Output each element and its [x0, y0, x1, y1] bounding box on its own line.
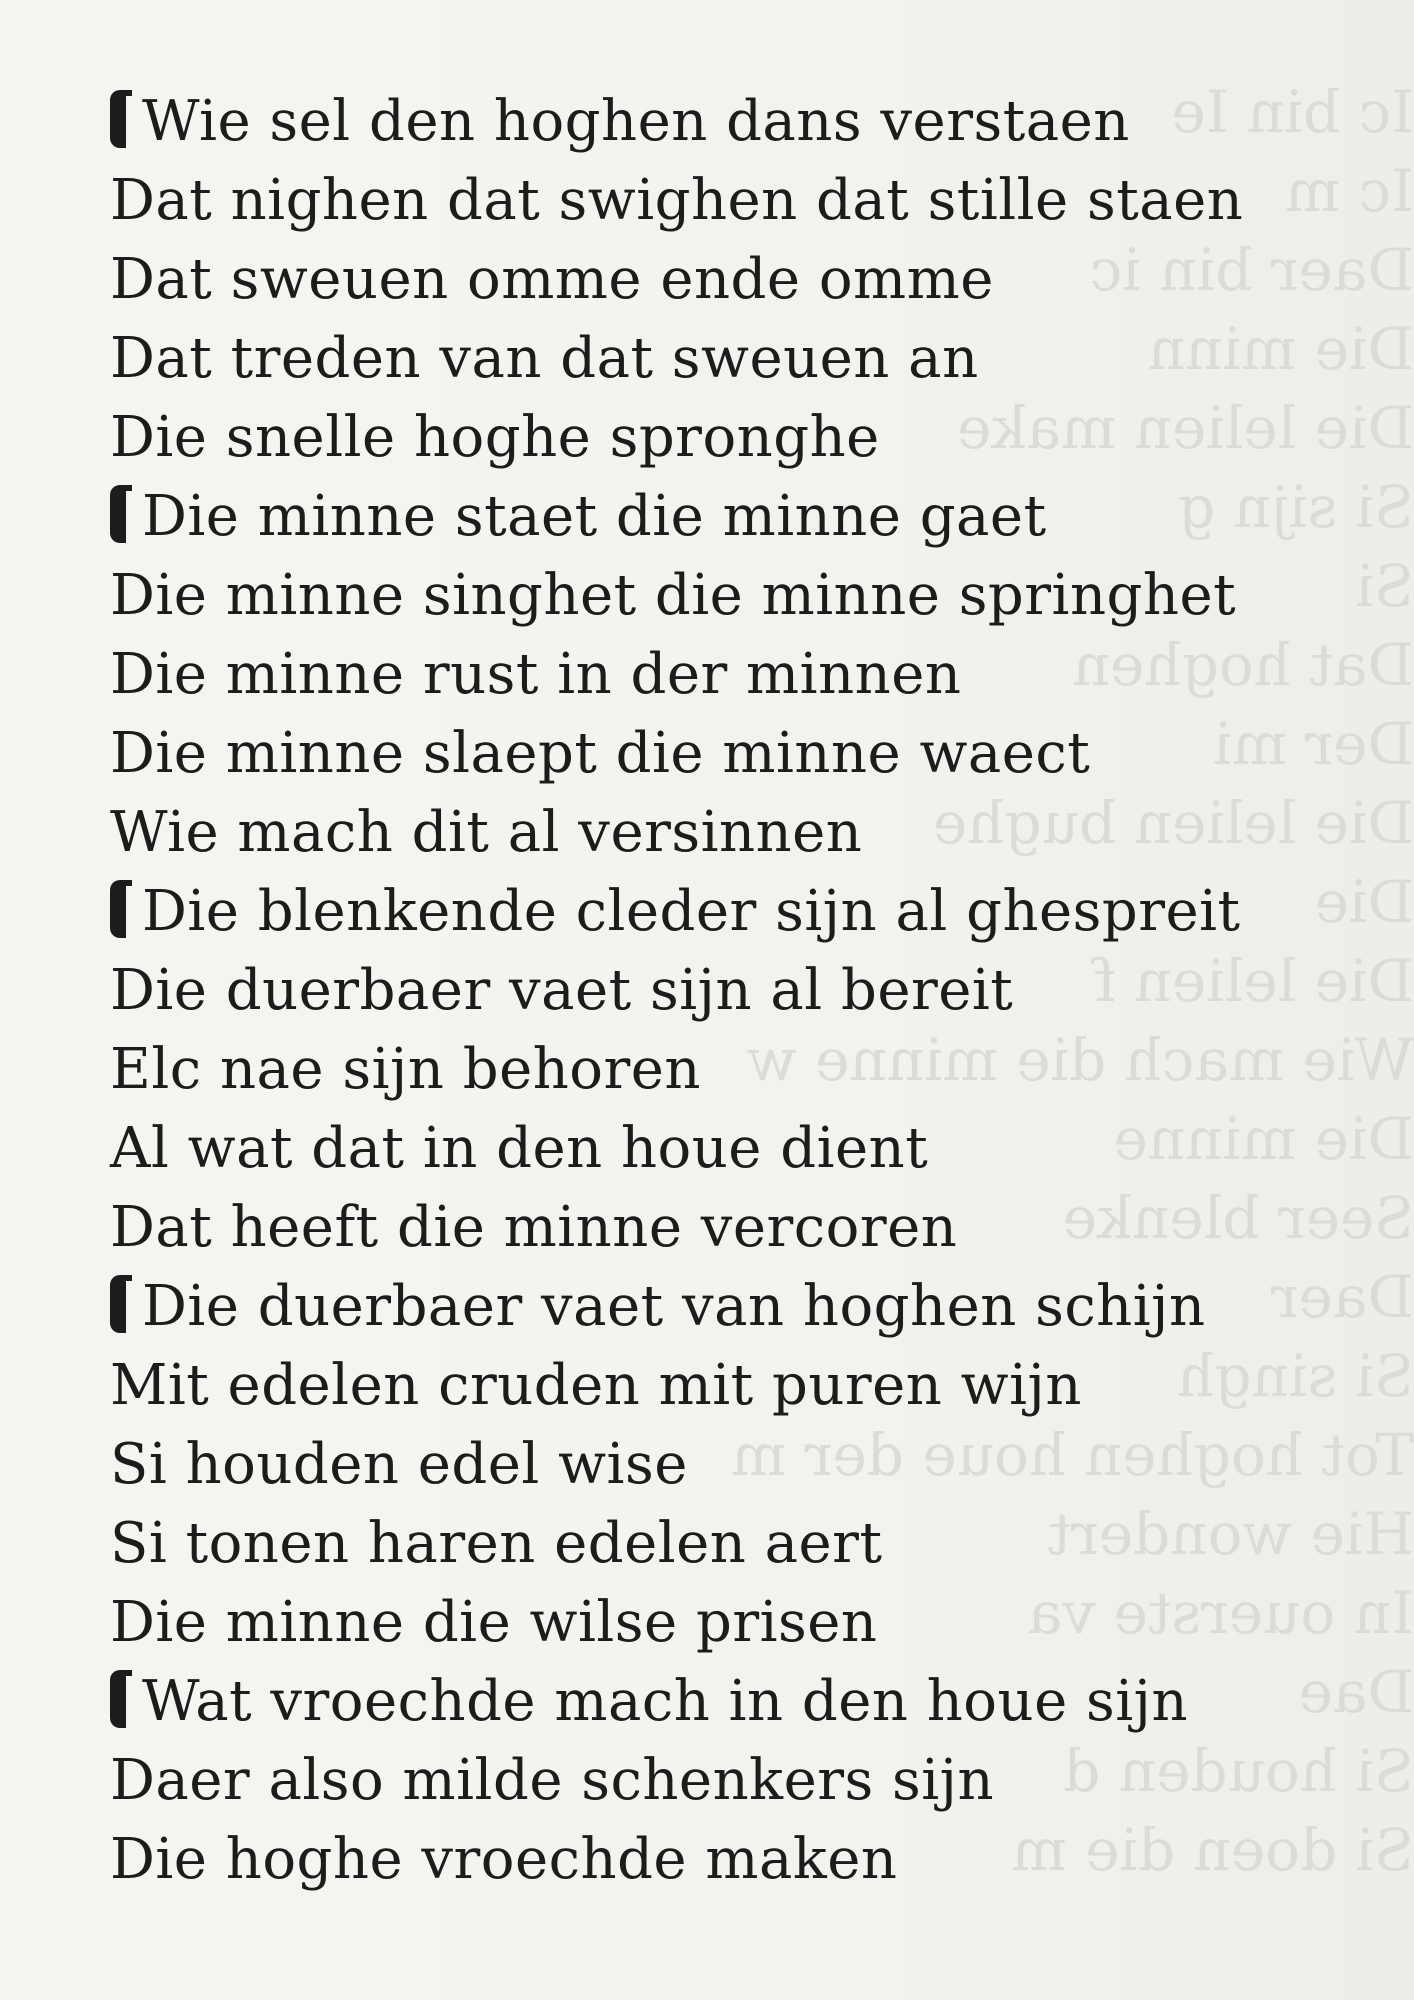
show-through-line: Si houden d — [1063, 1737, 1414, 1805]
show-through-line: Dat hoghen — [1072, 631, 1414, 699]
show-through-line: Si doen die m — [1011, 1816, 1414, 1884]
paragraph-mark-icon — [110, 485, 132, 543]
verse-line — [110, 637, 961, 713]
verse-line-text: Die minne die wilse prisen — [110, 1590, 878, 1655]
stanza-opening-line — [110, 1664, 1188, 1740]
show-through-line: Die — [1314, 868, 1414, 936]
verse-line — [110, 1032, 701, 1108]
show-through-line: Der mi — [1213, 710, 1414, 778]
show-through-line: Si — [1355, 552, 1414, 620]
verse-line — [110, 558, 1236, 634]
show-through-line: Hie wondert — [1047, 1500, 1414, 1568]
show-through-line: Tot hoghen houe der m — [731, 1421, 1414, 1489]
verse-line-text: Wie mach dit al versinnen — [110, 800, 863, 865]
verse-line — [110, 1190, 957, 1266]
show-through-line: Die lelien f — [1094, 947, 1414, 1015]
verse-line-text: Die minne slaept die minne waect — [110, 721, 1091, 786]
verse-line-text: Elc nae sijn behoren — [110, 1037, 701, 1102]
verse-line-text: Dat heeft die minne vercoren — [110, 1195, 958, 1260]
show-through-line: In ouerste va — [1027, 1579, 1414, 1647]
verse-line — [110, 716, 1090, 792]
show-through-line: Si sijn g — [1178, 473, 1414, 541]
verse-line-text: Mit edelen cruden mit puren wijn — [110, 1353, 1082, 1418]
verse-line-text: Dat treden van dat sweuen an — [110, 326, 979, 391]
show-through-line: Die minn — [1147, 315, 1414, 383]
stanza-opening-line — [110, 1269, 1206, 1345]
verse-line-text: Wat vroechde mach in den houe sijn — [142, 1669, 1189, 1734]
verse-line-text: Die duerbaer vaet van hoghen schijn — [142, 1274, 1206, 1339]
verse-line — [110, 1348, 1082, 1424]
verse-line-text: Dat nighen dat swighen dat stille staen — [110, 168, 1244, 233]
verse-line — [110, 953, 1013, 1029]
verse-line-text: Die blenkende cleder sijn al ghespreit — [142, 879, 1241, 944]
show-through-line: Ic bin Ie — [1171, 78, 1414, 146]
stanza-opening-line — [110, 84, 1130, 160]
verse-line-text: Al wat dat in den houe dient — [110, 1116, 929, 1181]
show-through-line: Seer blenke — [1062, 1184, 1414, 1252]
verse-line — [110, 1427, 688, 1503]
show-through-line: Dae — [1298, 1658, 1414, 1726]
verse-line-text: Die minne singhet die minne springhet — [110, 563, 1237, 628]
verse-line — [110, 795, 862, 871]
show-through-line: Si singh — [1177, 1342, 1414, 1410]
show-through-line: Die lelien bughe — [932, 789, 1414, 857]
reverse-side-show-through — [731, 78, 1414, 1938]
verse-line — [110, 163, 1243, 239]
stanza-opening-line — [110, 479, 1047, 555]
verse-line — [110, 1585, 877, 1661]
verse-line-text: Daer also milde schenkers sijn — [110, 1748, 995, 1813]
verse-line — [110, 1506, 882, 1582]
verse-line-text: Wie sel den hoghen dans verstaen — [142, 89, 1130, 154]
verse-line-text: Si tonen haren edelen aert — [110, 1511, 883, 1576]
show-through-line: Daer bin ic — [1089, 236, 1414, 304]
verse-line-text: Dat sweuen omme ende omme — [110, 247, 994, 312]
verse-line-text: Die snelle hoghe spronghe — [110, 405, 880, 470]
verse-line-text: Si houden edel wise — [110, 1432, 688, 1497]
verse-line — [110, 1743, 994, 1819]
verse-line — [110, 242, 994, 318]
paragraph-mark-icon — [110, 90, 132, 148]
verse-line — [110, 400, 880, 476]
verse-line — [110, 321, 979, 397]
verse-line — [110, 1111, 928, 1187]
verse-line-text: Die minne staet die minne gaet — [142, 484, 1047, 549]
stanza-opening-line — [110, 874, 1241, 950]
show-through-line: Die minne — [1113, 1105, 1414, 1173]
paragraph-mark-icon — [110, 1275, 132, 1333]
show-through-line: Daer — [1270, 1263, 1414, 1331]
verse-line-text: Die minne rust in der minnen — [110, 642, 962, 707]
verse-line-text: Die hoghe vroechde maken — [110, 1827, 898, 1892]
verse-line — [110, 1822, 898, 1898]
show-through-line: Die lelien make — [957, 394, 1414, 462]
show-through-line: Wie mach die minne w — [747, 1026, 1414, 1094]
paragraph-mark-icon — [110, 1670, 132, 1728]
verse-line-text: Die duerbaer vaet sijn al bereit — [110, 958, 1014, 1023]
paragraph-mark-icon — [110, 880, 132, 938]
show-through-line: Ic m — [1285, 157, 1414, 225]
